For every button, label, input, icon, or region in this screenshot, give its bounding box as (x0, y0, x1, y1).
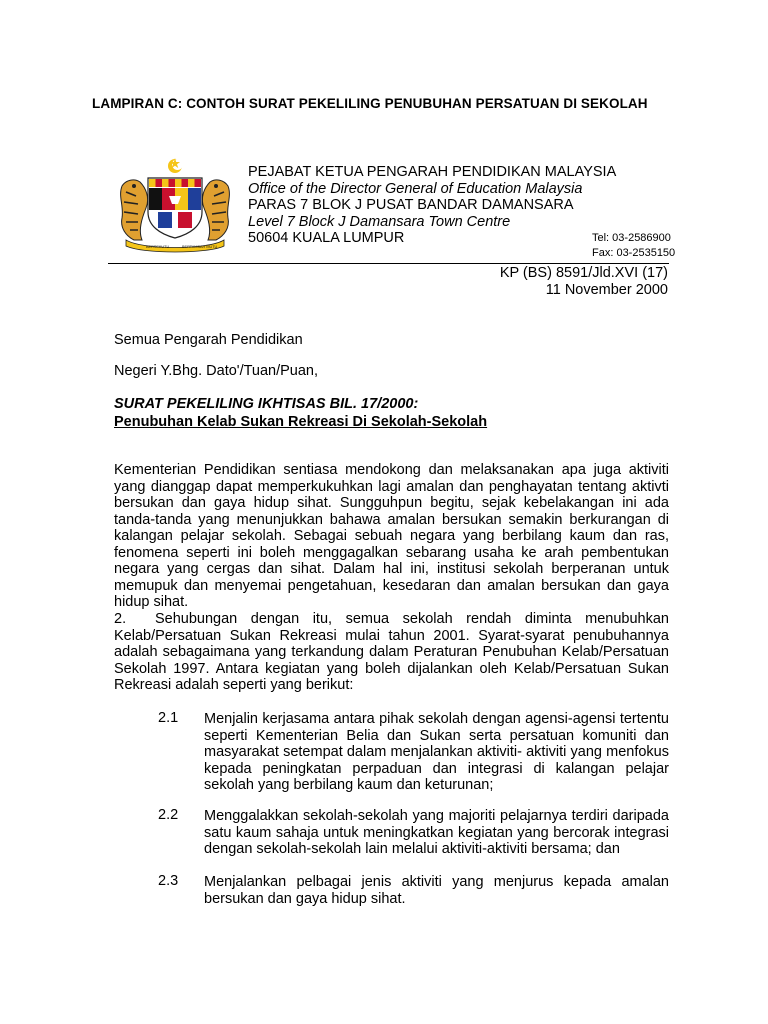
paragraph-1: Kementerian Pendidikan sentiasa mendokong dan melaksanakan apa juga aktiviti yang dianggap dapat memperkukuhkan lagi amalan dan penghayatan tentang aktivti bersukan dan gaya hidup sihat. Sungguhpun begitu, sejak kebelakangan ini ada tanda-tanda yang menunjukkan bahawa amalan bersukan semakin berkurangan di kalangan pelajar sekolah. Sebagai sebuah negara yang berbilang kaum dan ras, fenomena seperti ini boleh menggagalkan sebarang usaha ke arah pembentukan negara yang cergas dan sihat. Dalam hal ini, institusi sekolah berperanan untuk memupuk dan menyemai pengetahuan, kesedaran dan amalan bersukan dan gaya hidup sihat. (114, 462, 669, 610)
circular-subject-number: SURAT PEKELILING IKHTISAS BIL. 17/2000: (114, 396, 419, 412)
circular-subject-title: Penubuhan Kelab Sukan Rekreasi Di Sekolah-Sekolah (114, 414, 488, 430)
crest-banner-left-text: BERSEKUTU (146, 245, 170, 249)
recipient: Semua Pengarah Pendidikan (114, 332, 303, 348)
crest-banner-right-text: BERTAMBAH MUTU (182, 245, 218, 249)
paragraph-2 (114, 611, 669, 694)
shield-icon (148, 178, 202, 238)
paragraph-2-text: Sehubungan dengan itu, semua sekolah rendah diminta menubuhkan Kelab/Persatuan Sukan Rekreasi mulai tahun 2001. Syarat-syarat penubuhannya adalah sebagaimana yang terkandung dalam Peraturan Penubuhan Kelab/Persatuan Sekolah 1997. Antara kegiatan yang boleh dijalankan oleh Kelab/Persatuan Sukan Rekreasi adalah seperti yang berikut: (114, 611, 669, 693)
office-name-malay: PEJABAT KETUA PENGARAH PENDIDIKAN MALAYSIA (248, 164, 617, 180)
right-tiger-icon (202, 180, 229, 240)
list-item-number: 2.2 (158, 807, 179, 823)
list-item-text: Menjalankan pelbagai jenis aktiviti yang menjurus kepada amalan bersukan dan gaya hidup sihat. (204, 874, 669, 907)
list-item-text: Menggalakkan sekolah-sekolah yang majoriti pelajarnya terdiri daripada satu kaum sahaja untuk meningkatkan kegiatan yang bercorak integrasi dengan sekolah-sekolah lain melalui aktiviti-aktiviti bersama; dan (204, 808, 669, 857)
telephone-number: Tel: 03-2586900 (592, 232, 671, 244)
document-title: LAMPIRAN C: CONTOH SURAT PEKELILING PENUBUHAN PERSATUAN DI SEKOLAH (92, 96, 648, 111)
address-city: 50604 KUALA LUMPUR (248, 230, 405, 246)
list-item-text: Menjalin kerjasama antara pihak sekolah dengan agensi-agensi tertentu seperti Kementerian Belia dan Sukan serta persatuan komuniti dan masyarakat setempat dalam menjalankan aktiviti- aktiviti yang menfokus kepada peningkatan perpaduan dan integrasi di kalangan pelajar sekolah yang berbilang kaum dan keturunan; (204, 711, 669, 793)
fax-number: Fax: 03-2535150 (592, 247, 676, 259)
letterhead-divider (108, 263, 669, 264)
paragraph-2-number: 2. (114, 611, 127, 627)
star-crescent-icon (168, 158, 183, 173)
list-item-number: 2.3 (158, 873, 179, 889)
reference-number: KP (BS) 8591/Jld.XVI (17) (499, 265, 668, 281)
left-tiger-icon (121, 180, 148, 240)
address-line-malay: PARAS 7 BLOK J PUSAT BANDAR DAMANSARA (248, 197, 574, 213)
coat-of-arms-crest (112, 156, 238, 254)
letter-date: 11 November 2000 (545, 282, 668, 298)
address-line-english: Level 7 Block J Damansara Town Centre (248, 214, 511, 230)
list-item-number: 2.1 (158, 710, 179, 726)
salutation: Negeri Y.Bhg. Dato'/Tuan/Puan, (114, 363, 319, 379)
office-name-english: Office of the Director General of Education Malaysia (248, 181, 583, 197)
